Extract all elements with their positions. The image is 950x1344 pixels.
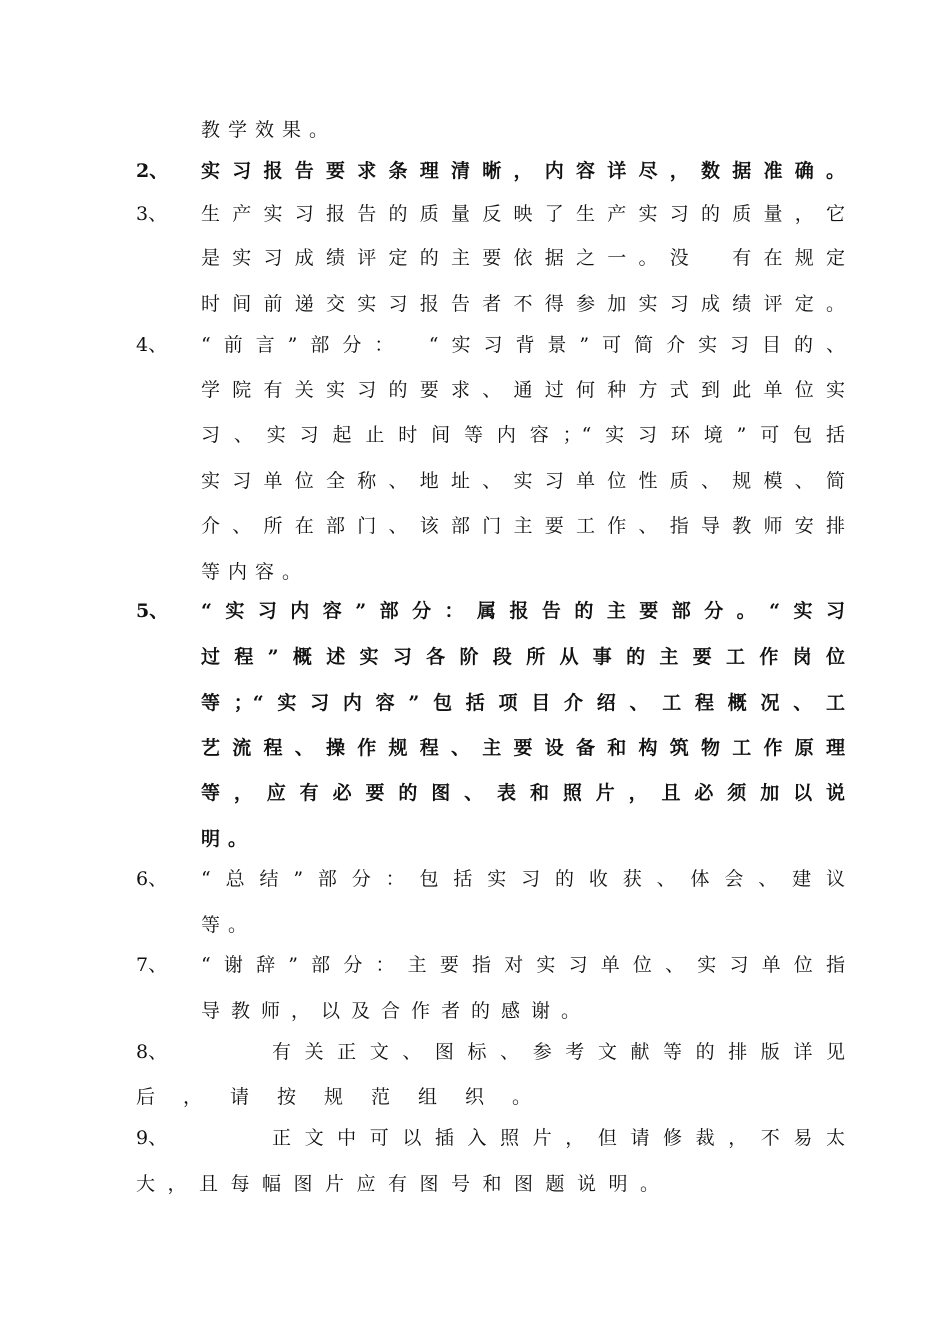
item-number: 8、 xyxy=(136,1041,168,1063)
paragraph-line: 有关正文、图标、参考文献等的排版详见 xyxy=(272,1041,845,1063)
item-number: 9、 xyxy=(136,1127,168,1149)
paragraph-line xyxy=(136,1168,696,1200)
paragraph-line: “总结”部分：包括实习的收获、体会、建议 xyxy=(201,868,845,890)
paragraph-line: “前言”部分： “实习背景”可简介实习目的、 xyxy=(201,334,845,356)
paragraph-line-text: 后，请按规范组织。 xyxy=(136,1086,560,1108)
paragraph-line: “谢辞”部分：主要指对实习单位、实习单位指 xyxy=(201,954,845,976)
paragraph-line-text: 大，且每幅图片应有图号和图题说明。 xyxy=(136,1173,672,1195)
paragraph-line: 是实习成绩评定的主要依据之一。没 有在规定 xyxy=(201,247,845,269)
paragraph-line: 等；“实习内容”包括项目介绍、工程概况、工 xyxy=(201,692,845,714)
paragraph-line: 明。 xyxy=(201,828,256,850)
paragraph-line: 介、所在部门、该部门主要工作、指导教师安排 xyxy=(201,515,845,537)
item-number: 4、 xyxy=(136,334,168,356)
paragraph-line: 正文中可以插入照片，但请修裁，不易太 xyxy=(272,1127,845,1149)
paragraph-line: 导教师，以及合作者的感谢。 xyxy=(201,1000,592,1022)
item-number: 5、 xyxy=(136,600,169,622)
paragraph-line: “实习内容”部分：属报告的主要部分。“实习 xyxy=(201,600,845,622)
paragraph-line: 习、实习起止时间等内容；“实习环境”可包括 xyxy=(201,424,845,446)
item-number: 2、 xyxy=(136,160,169,182)
item-number: 7、 xyxy=(136,954,168,976)
item-number: 6、 xyxy=(136,868,168,890)
paragraph-line: 实习报告要求条理清晰，内容详尽，数据准确。 xyxy=(201,160,845,182)
paragraph-line: 艺流程、操作规程、主要设备和构筑物工作原理 xyxy=(201,737,845,759)
paragraph-line: 实习单位全称、地址、实习单位性质、规模、简 xyxy=(201,470,845,492)
paragraph-line: 等。 xyxy=(201,914,256,936)
paragraph-line: 等内容。 xyxy=(201,561,310,583)
paragraph-line: 过程”概述实习各阶段所从事的主要工作岗位 xyxy=(201,646,845,668)
item-number: 3、 xyxy=(136,203,168,225)
paragraph-line: 学院有关实习的要求、通过何种方式到此单位实 xyxy=(201,379,845,401)
paragraph-line: 时间前递交实习报告者不得参加实习成绩评定。 xyxy=(201,293,845,315)
paragraph-line: 生产实习报告的质量反映了生产实习的质量，它 xyxy=(201,203,845,225)
paragraph-line: 等，应有必要的图、表和照片，且必须加以说 xyxy=(201,782,845,804)
paragraph-line xyxy=(136,1081,560,1113)
paragraph-line: 教学效果。 xyxy=(201,119,337,141)
